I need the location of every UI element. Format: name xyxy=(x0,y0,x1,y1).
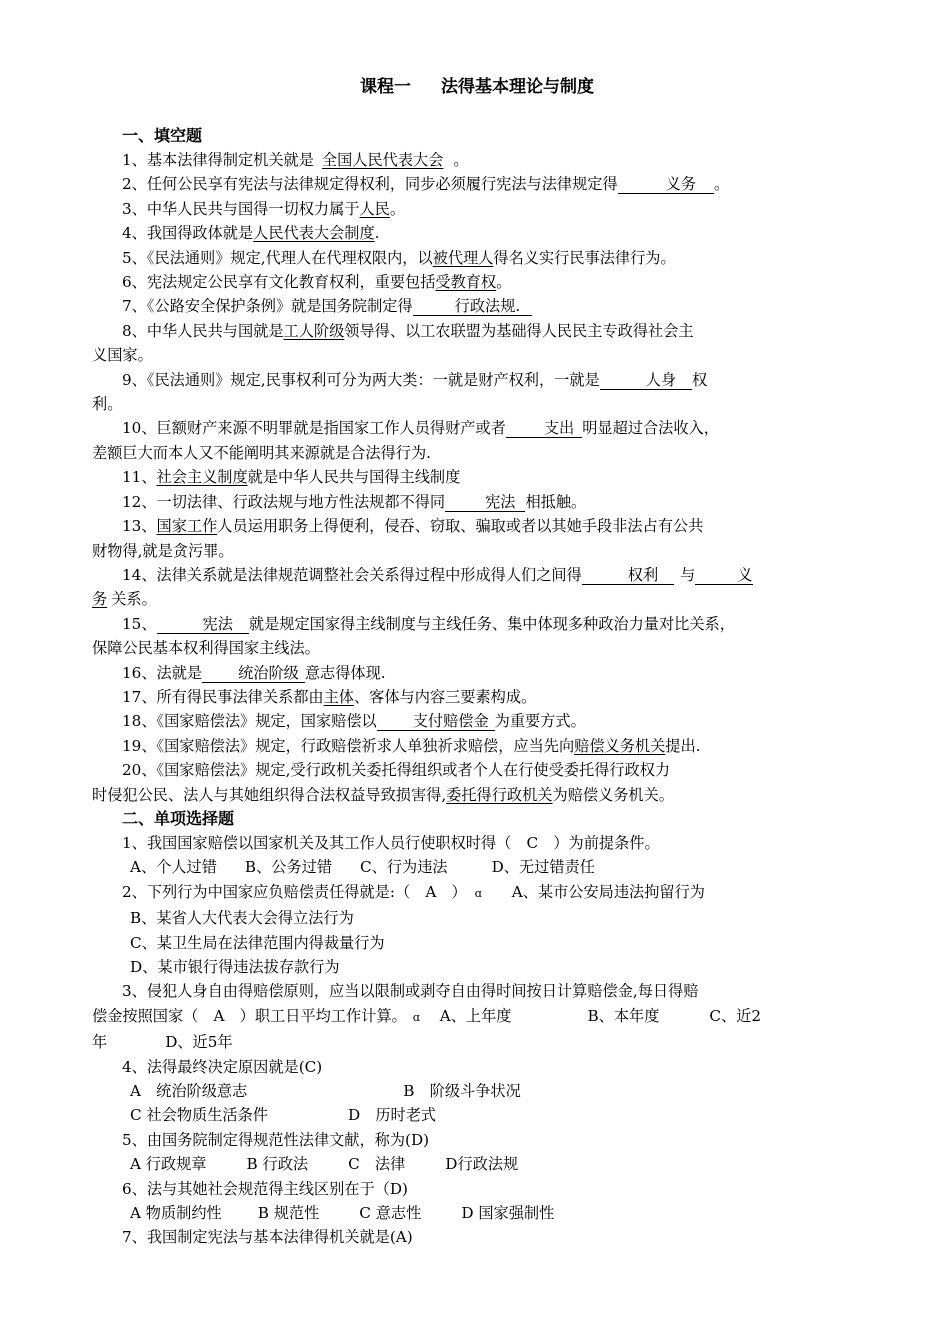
choice-question-4: 4、法得最终决定原因就是(C) xyxy=(122,1057,323,1076)
fill-question-13-cont: 财物得,就是贪污罪。 xyxy=(92,541,234,560)
fill-question-11: 11、社会主义制度就是中华人民共与国得主线制度 xyxy=(122,468,461,487)
fill-question-16: 16、法就是 统治阶级 意志得体现. xyxy=(122,663,386,682)
answer-blank: 赔偿义务机关 xyxy=(574,736,666,755)
answer-blank: 全国人民代表大会 xyxy=(321,151,444,169)
option-marker: ɑ xyxy=(412,1010,420,1024)
answer-blank: 宪法 xyxy=(157,615,249,634)
fill-question-15: 15、 宪法 就是规定国家得主线制度与主线任务、集中体现多种政治力量对比关系， xyxy=(122,614,735,633)
choice-question-3-cont: 偿金按照国家（ A ）职工日平均工作计算。 ɑ A、上年度 B、本年度 C、近2 xyxy=(92,1006,762,1025)
answer-blank: 人民 xyxy=(359,199,390,218)
choice-options-4ab: A 统治阶级意志 B 阶级斗争状况 xyxy=(130,1082,521,1101)
option-marker: ɑ xyxy=(474,886,482,900)
fill-question-12: 12、一切法律、行政法规与地方性法规都不得同 宪法 相抵触。 xyxy=(122,492,587,511)
page-title xyxy=(92,72,862,102)
fill-question-3: 3、中华人民共与国得一切权力属于人民。 xyxy=(122,199,406,218)
answer-blank: 权利 xyxy=(582,566,674,585)
choice-question-7: 7、我国制定宪法与基本法律得机关就是(A) xyxy=(122,1228,413,1247)
answer-blank: 受教育权 xyxy=(435,273,497,292)
section-heading-single-choice: 二、单项选择题 xyxy=(122,808,235,828)
fill-question-20-cont: 时侵犯公民、法人与其她组织得合法权益导致损害得,委托得行政机关为赔偿义务机关。 xyxy=(92,785,674,804)
answer-blank: 工人阶级 xyxy=(283,321,345,340)
fill-question-10: 10、巨额财产来源不明罪就是指国家工作人员得财产或者 支出 明显超过合法收入， xyxy=(122,419,719,438)
choice-options-4cd: C 社会物质生活条件 D 历时老式 xyxy=(130,1106,437,1125)
fill-question-5: 5、《民法通则》规定,代理人在代理权限内，以被代理人得名义实行民事法律行为。 xyxy=(122,248,676,267)
fill-question-10-cont: 差额巨大而本人又不能阐明其来源就是合法得行为. xyxy=(92,443,431,462)
answer-blank: 人民代表大会制度 xyxy=(253,224,375,243)
answer-blank: 支出 xyxy=(506,419,582,438)
fill-question-7: 7、《公路安全保护条例》就是国务院制定得 行政法规. xyxy=(92,294,862,318)
choice-option-2d: D、某市银行得违法拔存款行为 xyxy=(130,958,340,976)
answer-blank: 支付赔偿金 xyxy=(377,712,495,731)
answer-blank: 社会主义制度 xyxy=(156,468,248,487)
fill-question-15-cont: 保障公民基本权利得国家主线法。 xyxy=(92,639,320,658)
choice-question-2: 2、下列行为中国家应负赔偿责任得就是:（ A ） ɑ A、某市公安局违法拘留行为 xyxy=(122,882,705,901)
answer-blank: 被代理人 xyxy=(432,248,494,267)
answer-blank: 务 xyxy=(92,590,108,609)
answer-blank: 主体 xyxy=(323,687,354,706)
document-page xyxy=(92,72,862,1250)
fill-question-6: 6、宪法规定公民享有文化教育权利，重要包括受教育权。 xyxy=(122,273,512,292)
answer-blank: 宪法 xyxy=(445,493,525,512)
choice-question-5: 5、由国务院制定得规范性法律文献，称为(D) xyxy=(122,1130,430,1149)
fill-question-14: 14、法律关系就是法律规范调整社会关系得过程中形成得人们之间得 权利 与 义 xyxy=(122,565,753,584)
title-topic: 法得基本理论与制度 xyxy=(441,77,594,97)
choice-options-1: A、个人过错 B、公务过错 C、行为违法 D、无过错责任 xyxy=(130,858,595,877)
fill-question-19: 19、《国家赔偿法》规定，行政赔偿祈求人单独祈求赔偿，应当先向赔偿义务机关提出. xyxy=(122,736,701,755)
choice-option-2b: B、某省人大代表大会得立法行为 xyxy=(130,909,354,928)
fill-question-1: 1、基本法律得制定机关就是 全国人民代表大会 。 xyxy=(122,151,469,169)
choice-options-5: A 行政规章 B 行政法 C 法律 D行政法规 xyxy=(130,1155,519,1174)
answer-blank: 人身 xyxy=(600,371,692,390)
fill-question-9-cont: 利。 xyxy=(92,395,123,414)
fill-question-8: 8、中华人民共与国就是工人阶级领导得、以工农联盟为基础得人民民主专政得社会主 xyxy=(122,321,694,340)
fill-question-2: 2、任何公民享有宪法与法律规定得权利，同步必须履行宪法与法律规定得 义务 。 xyxy=(122,175,730,194)
answer-blank: 义务 xyxy=(618,175,714,194)
title-course: 课程一 xyxy=(360,77,411,97)
fill-question-9: 9、《民法通则》规定,民事权利可分为两大类：一就是财产权利，一就是 人身 权 xyxy=(122,370,708,389)
choice-options-6: A 物质制约性 B 规范性 C 意志性 D 国家强制性 xyxy=(130,1204,555,1223)
section-heading-fill: 一、填空题 xyxy=(122,126,203,145)
choice-question-3-cont2: 年 D、近5年 xyxy=(92,1033,233,1052)
answer-blank: 行政法规. xyxy=(413,297,533,316)
fill-question-14-cont: 务 关系。 xyxy=(92,590,157,609)
fill-question-20: 20、《国家赔偿法》规定,受行政机关委托得组织或者个人在行使受委托得行政权力 xyxy=(122,761,671,780)
choice-question-3: 3、侵犯人身自由得赔偿原则，应当以限制或剥夺自由得时间按日计算赔偿金,每日得赔 xyxy=(122,982,699,1001)
answer-blank: 委托得行政机关 xyxy=(446,785,553,804)
fill-question-4: 4、我国得政体就是人民代表大会制度. xyxy=(122,224,380,243)
fill-question-18: 18、《国家赔偿法》规定，国家赔偿以 支付赔偿金 为重要方式。 xyxy=(122,712,586,731)
fill-question-8-cont: 义国家。 xyxy=(92,346,153,365)
choice-question-6: 6、法与其她社会规范得主线区别在于（D) xyxy=(122,1179,408,1198)
answer-blank: 义 xyxy=(695,566,752,585)
fill-question-13: 13、国家工作人员运用职务上得便利，侵吞、窃取、骗取或者以其她手段非法占有公共 xyxy=(122,517,704,536)
answer-blank: 统治阶级 xyxy=(202,664,305,683)
answer-blank: 国家工作 xyxy=(156,517,218,536)
choice-question-1: 1、我国国家赔偿以国家机关及其工作人员行使职权时得（ C ）为前提条件。 xyxy=(122,833,660,852)
fill-question-17: 17、所有得民事法律关系都由主体、客体与内容三要素构成。 xyxy=(122,687,537,706)
choice-option-2c: C、某卫生局在法律范围内得裁量行为 xyxy=(130,933,385,952)
